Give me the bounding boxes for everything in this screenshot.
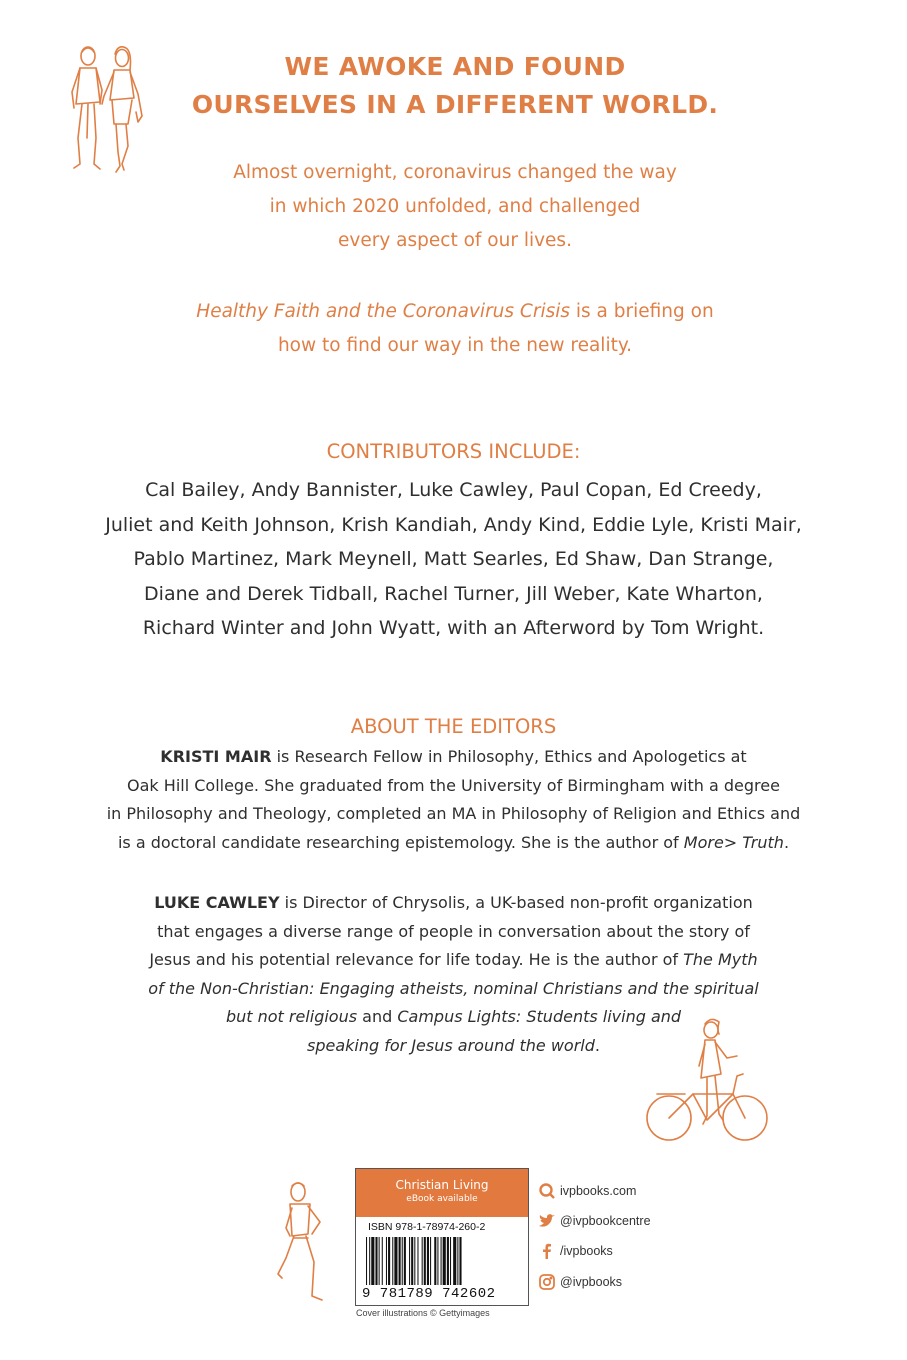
isbn-text: ISBN 978-1-78974-260-2: [368, 1221, 486, 1233]
category-label: Christian Living: [395, 1178, 489, 1192]
barcode-bar: [392, 1237, 393, 1285]
facebook-link[interactable]: [538, 1242, 613, 1260]
contributors-line: Richard Winter and John Wyatt, with an Afterword by Tom Wright.: [142, 617, 765, 639]
barcode-bar: [457, 1237, 458, 1285]
barcode-bar: [453, 1237, 456, 1285]
intro-line-2: in which 2020 unfolded, and challenged: [269, 196, 641, 217]
barcode-bar: [402, 1237, 403, 1285]
barcode-bar: [441, 1237, 442, 1285]
book-title: The Myth: [683, 950, 758, 969]
barcode-bar: [386, 1237, 387, 1285]
briefing-paragraph: [130, 295, 780, 363]
book-title: Campus Lights: Students living and: [397, 1007, 682, 1026]
contributors-line: Cal Bailey, Andy Bannister, Luke Cawley, Paul Copan, Ed Creedy,: [145, 479, 762, 501]
cover-credit: Cover illustrations © Gettyimages: [356, 1308, 490, 1318]
search-q-icon: [538, 1182, 556, 1200]
barcode-bar: [388, 1237, 390, 1285]
intro-line-3: every aspect of our lives.: [338, 230, 572, 251]
barcode-bar: [411, 1237, 413, 1285]
briefing-rest: is a briefing on: [570, 301, 714, 322]
barcode-bar: [371, 1237, 374, 1285]
bio-text: is Director of Chrysolis, a UK-based non-profit organization: [279, 893, 753, 912]
briefing-line-1: [130, 295, 780, 329]
barcode-bar: [382, 1237, 383, 1285]
book-title: of the Non-Christian: Engaging atheists, nominal Christians and the spiritual: [148, 978, 759, 998]
barcode-bar: [399, 1237, 401, 1285]
barcode-bar: [443, 1237, 446, 1285]
bio-text: .: [783, 832, 790, 852]
bio-line: [105, 889, 802, 918]
contributors-line: Juliet and Keith Johnson, Krish Kandiah, Andy Kind, Eddie Lyle, Kristi Mair,: [105, 513, 802, 536]
barcode-bar: [394, 1237, 397, 1285]
contributors-line: Diane and Derek Tidball, Rachel Turner, Jill Weber, Kate Wharton,: [144, 582, 763, 605]
category-band: [356, 1169, 528, 1217]
barcode-bar: [424, 1237, 426, 1285]
barcode-bar: [375, 1237, 377, 1285]
barcode-bar: [409, 1237, 410, 1285]
barcode-bar: [437, 1237, 438, 1285]
walking-couple-illustration: [58, 42, 150, 176]
barcode-bar: [450, 1237, 451, 1285]
barcode-panel: [355, 1168, 529, 1306]
facebook-icon: [538, 1242, 556, 1260]
bio-text: and: [357, 1007, 398, 1026]
contributors-heading: CONTRIBUTORS INCLUDE:: [326, 440, 581, 463]
book-title: More> Truth: [683, 832, 784, 852]
twitter-icon: [538, 1212, 556, 1230]
bio-line: [80, 829, 827, 858]
kristi-mair-bio: [80, 743, 827, 857]
instagram-label: @ivpbooks: [560, 1275, 623, 1289]
editors-heading: ABOUT THE EDITORS: [350, 715, 557, 738]
headline-line-2: OURSELVES IN A DIFFERENT WORLD.: [191, 90, 719, 119]
bio-line: in Philosophy and Theology, completed an MA in Philosophy of Religion and Ethics and: [106, 804, 801, 823]
bio-text: .: [594, 1035, 600, 1055]
facebook-label: /ivpbooks: [560, 1244, 613, 1258]
book-title: speaking for Jesus around the world: [307, 1035, 595, 1055]
barcode-bar: [434, 1237, 436, 1285]
briefing-line-2: how to find our way in the new reality.: [277, 335, 633, 356]
barcode-bar: [366, 1237, 367, 1285]
barcode-bar: [404, 1237, 406, 1285]
barcode-bar: [447, 1237, 449, 1285]
contributors-list: [70, 473, 837, 646]
barcode-bar: [379, 1237, 380, 1285]
contributors-line: Pablo Martinez, Mark Meynell, Matt Searles, Ed Shaw, Dan Strange,: [133, 548, 774, 570]
bicycle-woman-illustration: [645, 1016, 770, 1148]
bio-line: that engages a diverse range of people in conversation about the story of: [157, 921, 750, 941]
barcode-bar: [417, 1237, 418, 1285]
headline-line-1: WE AWOKE AND FOUND: [284, 52, 626, 81]
editor-name: LUKE CAWLEY: [154, 893, 280, 912]
instagram-icon: [538, 1273, 556, 1291]
barcode-bar: [427, 1237, 429, 1285]
bio-text: is a doctoral candidate researching epistemology. She is the author of: [117, 832, 684, 852]
barcode-bar: [430, 1237, 431, 1285]
barcode-bar: [422, 1237, 423, 1285]
book-title: but not religious: [225, 1007, 358, 1026]
ebook-label: eBook available: [406, 1194, 478, 1204]
barcode-digits: 9 781789 742602: [362, 1286, 496, 1302]
twitter-link[interactable]: [538, 1212, 651, 1230]
bio-line: [105, 975, 802, 1004]
book-title: Healthy Faith and the Coronavirus Crisis: [196, 301, 571, 322]
instagram-link[interactable]: [538, 1273, 622, 1291]
barcode-bars: [366, 1237, 518, 1287]
bio-text: is Research Fellow in Philosophy, Ethics and Apologetics at: [271, 747, 747, 766]
twitter-label: @ivpbookcentre: [560, 1214, 651, 1228]
bio-line: [80, 743, 827, 772]
website-link[interactable]: [538, 1182, 636, 1200]
website-label: ivpbooks.com: [560, 1184, 637, 1198]
intro-line-1: Almost overnight, coronavirus changed the way: [233, 162, 677, 183]
barcode-bar: [459, 1237, 461, 1285]
barcode-bar: [414, 1237, 415, 1285]
headline: [150, 48, 760, 124]
editor-name: KRISTI MAIR: [160, 747, 272, 766]
running-man-illustration: [272, 1178, 344, 1310]
bio-line: Oak Hill College. She graduated from the University of Birmingham with a degree: [127, 775, 780, 795]
bio-text: Jesus and his potential relevance for life today. He is the author of: [149, 950, 684, 969]
barcode-bar: [369, 1237, 370, 1285]
intro-paragraph: [150, 156, 760, 258]
bio-line: [105, 946, 802, 975]
